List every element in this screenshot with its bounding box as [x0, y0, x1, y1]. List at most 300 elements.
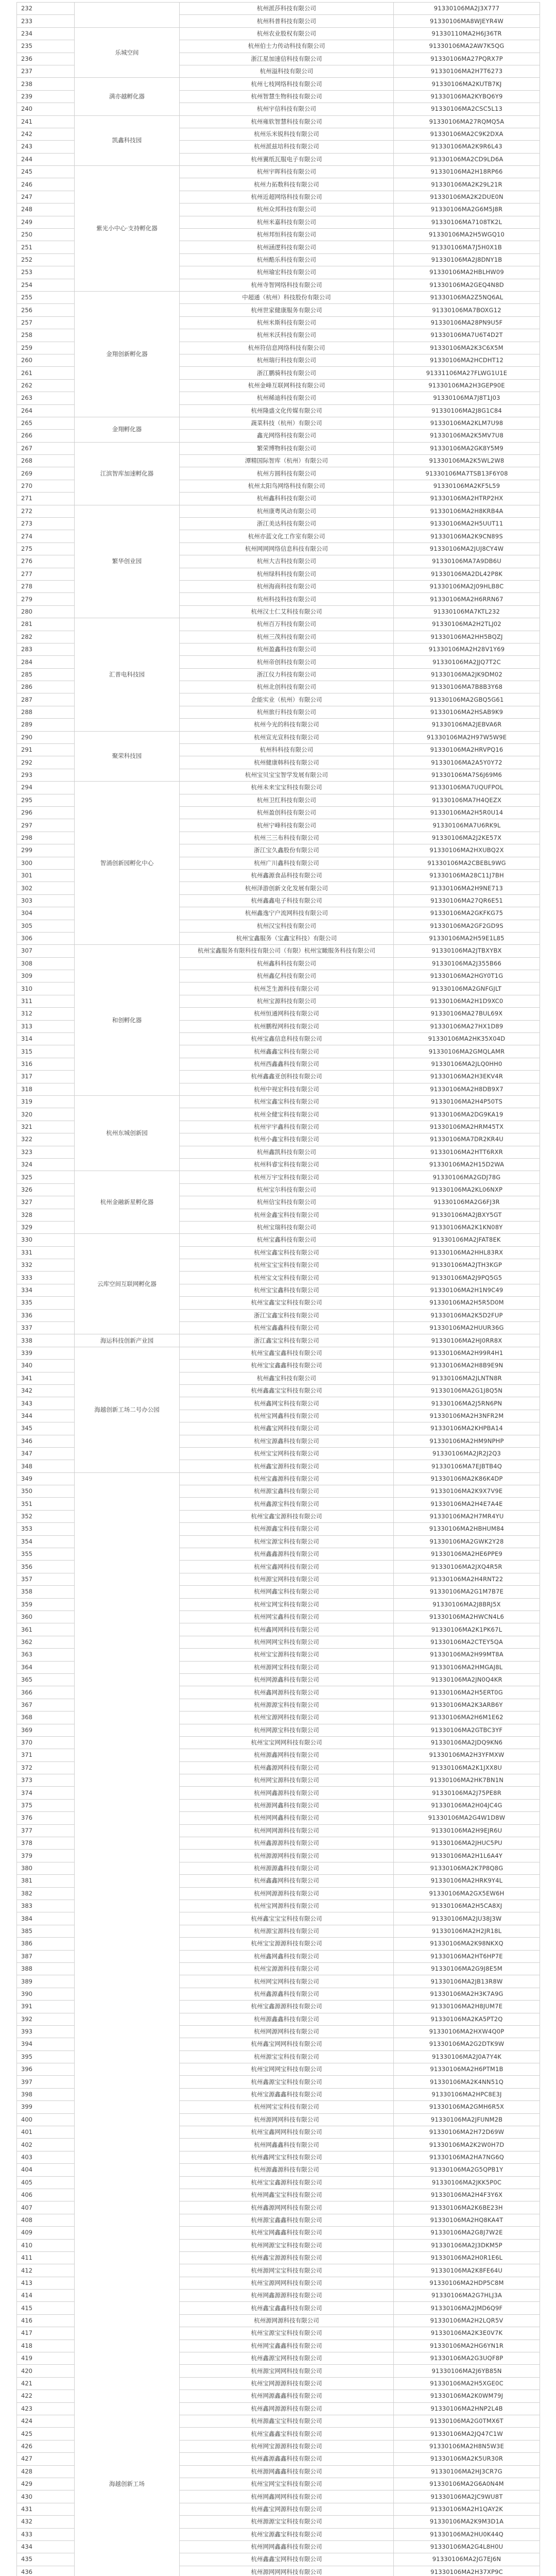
company-name-cell: 杭州宝鑫宝科技有限公司: [180, 1246, 394, 1259]
company-name-cell: 杭州近超网络科技有限公司: [180, 191, 394, 203]
row-number: 376: [17, 1812, 75, 1824]
credit-code-cell: 91330106MA2KYBQ6Y9: [394, 90, 540, 103]
credit-code-cell: 91330106MA2J8DNY1B: [394, 253, 540, 266]
company-name-cell: 杭州鑫凯科技有限公司: [180, 1146, 394, 1158]
credit-code-cell: 91330106MA2H6RRN67: [394, 593, 540, 605]
credit-code-cell: 91330106MA27HX1D89: [394, 1020, 540, 1032]
credit-code-cell: 91330106MA2H8DB9X7: [394, 1083, 540, 1095]
row-number: 246: [17, 178, 75, 191]
company-name-cell: 潭精国际智库（杭州）有限公司: [180, 455, 394, 467]
credit-code-cell: 91330106MA2A5Y0Y72: [394, 756, 540, 769]
incubator-park-cell: 满亦越孵化器: [75, 78, 180, 115]
company-name-cell: 杭州鑫宝宝宝科技有限公司: [180, 1912, 394, 1925]
credit-code-cell: 91330106MA2K4NN51Q: [394, 2076, 540, 2088]
credit-code-cell: 91330106MA2JG7EJ6N: [394, 2553, 540, 2566]
row-number: 235: [17, 40, 75, 53]
table-row: [17, 78, 540, 90]
row-number: 263: [17, 392, 75, 404]
credit-code-cell: 91330106MA2K1KN08Y: [394, 1221, 540, 1233]
row-number: 366: [17, 1686, 75, 1699]
row-number: 340: [17, 1360, 75, 1372]
company-name-cell: 杭州宝鑫服务有限科技有限公司（有限）杭州宝瞰服务科技有限公司: [180, 945, 394, 957]
company-name-cell: 杭州鑫网鑫科技有限公司: [180, 1950, 394, 1962]
incubator-park-cell: 汇普电科技园: [75, 618, 180, 732]
credit-code-cell: 91330106MA2JTBXYBX: [394, 945, 540, 957]
incubator-park-cell: 金翔创新孵化器: [75, 291, 180, 417]
row-number: 386: [17, 1938, 75, 1950]
credit-code-cell: 91330106MA2G6FJ3R: [394, 1196, 540, 1209]
credit-code-cell: 91330106MA2KA5PT2Q: [394, 2013, 540, 2025]
row-number: 406: [17, 2189, 75, 2201]
credit-code-cell: 91330106MA2J3X777: [394, 3, 540, 15]
row-number: 240: [17, 103, 75, 115]
credit-code-cell: 91330106MA2JLQ0HH0: [394, 1058, 540, 1070]
table-row: [17, 27, 540, 40]
row-number: 272: [17, 505, 75, 517]
incubator-park-cell: 繁华创业园: [75, 505, 180, 618]
table-row: [17, 1334, 540, 1347]
company-name-cell: 杭州源宝鑫鑫科技有限公司: [180, 2214, 394, 2226]
row-number: 308: [17, 957, 75, 970]
row-number: 392: [17, 2013, 75, 2025]
row-number: 259: [17, 342, 75, 354]
row-number: 252: [17, 253, 75, 266]
table-row: [17, 115, 540, 128]
table-row: [17, 1171, 540, 1183]
company-name-cell: 杭州源源宝科技有限公司: [180, 1699, 394, 1711]
row-number: 286: [17, 681, 75, 693]
company-name-cell: 杭州宝网宝宝科技有限公司: [180, 2478, 394, 2490]
company-name-cell: 浙江宝鑫宝科技有限公司: [180, 1309, 394, 1321]
row-number: 285: [17, 668, 75, 681]
company-name-cell: 杭州网鑫源源科技有限公司: [180, 2290, 394, 2302]
row-number: 360: [17, 1611, 75, 1623]
company-name-cell: 杭州网宝鑫鑫科技有限公司: [180, 2340, 394, 2352]
row-number: 248: [17, 204, 75, 216]
credit-code-cell: 91330106MA7KTL232: [394, 605, 540, 618]
company-name-cell: 杭州源鑫网科技有限公司: [180, 1749, 394, 1761]
row-number: 403: [17, 2151, 75, 2163]
row-number: 275: [17, 543, 75, 555]
company-name-cell: 杭州力拓数科技有限公司: [180, 178, 394, 191]
company-name-cell: 杭州鑫鑫电子科技有限公司: [180, 894, 394, 907]
company-name-cell: 浙江鹏骑科技有限公司: [180, 367, 394, 379]
credit-code-cell: 91330106MA2HRVPQ16: [394, 744, 540, 756]
row-number: 399: [17, 2101, 75, 2113]
company-name-cell: 杭州宝宝网网科技有限公司: [180, 1736, 394, 1749]
row-number: 430: [17, 2490, 75, 2503]
row-number: 370: [17, 1736, 75, 1749]
company-name-cell: 杭州今光的科技有限公司: [180, 719, 394, 731]
enterprise-registry-table: [16, 2, 540, 2576]
credit-code-cell: 91330106MA2GWK2Y28: [394, 1535, 540, 1548]
company-name-cell: 杭州鑫源网科技有限公司: [180, 1761, 394, 1774]
row-number: 343: [17, 1397, 75, 1410]
row-number: 408: [17, 2214, 75, 2226]
row-number: 393: [17, 2025, 75, 2038]
company-name-cell: 杭州源网源科技有限公司: [180, 2314, 394, 2327]
company-name-cell: 杭州网宝源源科技有限公司: [180, 2440, 394, 2452]
row-number: 431: [17, 2503, 75, 2515]
row-number: 413: [17, 2277, 75, 2289]
row-number: 397: [17, 2076, 75, 2088]
row-number: 260: [17, 354, 75, 366]
row-number: 329: [17, 1221, 75, 1233]
company-name-cell: 杭州网网网络信息科技有限公司: [180, 543, 394, 555]
company-name-cell: 杭州源宝网网科技有限公司: [180, 2365, 394, 2377]
company-name-cell: 杭州邦恒科技有限公司: [180, 229, 394, 241]
credit-code-cell: 91330106MA2J5RN6PN: [394, 1397, 540, 1410]
credit-code-cell: 91330106MA2H4RNT22: [394, 1573, 540, 1585]
row-number: 342: [17, 1384, 75, 1397]
incubator-park-cell: 智涌创新园孵化中心: [75, 782, 180, 945]
incubator-park-cell: 聚荣科技园: [75, 731, 180, 782]
table-row: [17, 945, 540, 957]
company-name-cell: 杭州宝源宝科技有限公司: [180, 1535, 394, 1548]
company-name-cell: 杭州科睿宝科技有限公司: [180, 1158, 394, 1171]
row-number: 409: [17, 2227, 75, 2239]
credit-code-cell: 91330106MA2K86K4DP: [394, 1472, 540, 1485]
credit-code-cell: 91330106MA2JLNTN8R: [394, 1372, 540, 1384]
row-number: 253: [17, 266, 75, 279]
credit-code-cell: 91330106MA2J8G1C84: [394, 404, 540, 417]
credit-code-cell: 91330106MA2K1PK67L: [394, 1623, 540, 1636]
company-name-cell: 杭州鑫网宝科技有限公司: [180, 1397, 394, 1410]
row-number: 276: [17, 555, 75, 568]
company-name-cell: 杭州帝创科技有限公司: [180, 656, 394, 668]
credit-code-cell: 91330106MA2K0WM79J: [394, 2390, 540, 2402]
company-name-cell: 杭州源网网网科技有限公司: [180, 2566, 394, 2576]
row-number: 300: [17, 857, 75, 869]
credit-code-cell: 91330106MA2GNFGJLT: [394, 982, 540, 995]
credit-code-cell: 91330106MA2GMQLAMR: [394, 1045, 540, 1058]
company-name-cell: 杭州三茂科技有限公司: [180, 631, 394, 643]
company-name-cell: 杭州源宝宝科技有限公司: [180, 2050, 394, 2063]
row-number: 388: [17, 1962, 75, 1975]
company-name-cell: 杭州北创科技有限公司: [180, 681, 394, 693]
credit-code-cell: 91330106MA2HHL83RX: [394, 1246, 540, 1259]
credit-code-cell: 91330106MA2H1N9C49: [394, 1284, 540, 1296]
credit-code-cell: 91330106MA2K5WL2W8: [394, 455, 540, 467]
company-name-cell: 杭州未来宝宝科技有限公司: [180, 782, 394, 794]
credit-code-cell: 91330106MA7EJBTB4Q: [394, 1460, 540, 1472]
credit-code-cell: 91330106MA2HA7NG6Q: [394, 2151, 540, 2163]
row-number: 297: [17, 819, 75, 832]
company-name-cell: 杭州鑫鑫宝网科技有限公司: [180, 2553, 394, 2566]
company-name-cell: 杭州全健宝科技有限公司: [180, 1108, 394, 1121]
row-number: 389: [17, 1975, 75, 1988]
company-name-cell: 杭州绿科科技有限公司: [180, 568, 394, 580]
company-name-cell: 杭州派莎科技有限公司: [180, 3, 394, 15]
company-name-cell: 杭州众邦科技有限公司: [180, 204, 394, 216]
row-number: 261: [17, 367, 75, 379]
credit-code-cell: 91330106MA2H15D2WA: [394, 1158, 540, 1171]
company-name-cell: 杭州翼纸瓦服电子有限公司: [180, 153, 394, 165]
company-name-cell: 杭州网源宝科技有限公司: [180, 1724, 394, 1736]
credit-code-cell: 91330106MA2K98NKXQ: [394, 1938, 540, 1950]
row-number: 364: [17, 1661, 75, 1673]
company-name-cell: 杭州网鑫源科技有限公司: [180, 1787, 394, 1799]
credit-code-cell: 91330106MA2H7MR4YU: [394, 1510, 540, 1522]
company-name-cell: 杭州鑫网宝宝科技有限公司: [180, 2151, 394, 2163]
credit-code-cell: 91330106MA2KHPBA14: [394, 1422, 540, 1435]
credit-code-cell: 91330106MA2H8N5W3E: [394, 2440, 540, 2452]
row-number: 321: [17, 1121, 75, 1133]
company-name-cell: 杭州宇信科技有限公司: [180, 103, 394, 115]
company-name-cell: 杭州宝宝网科技有限公司: [180, 1447, 394, 1460]
row-number: 433: [17, 2528, 75, 2540]
company-name-cell: 杭州宝鑫服务（宝鑫宝科技）有限公司: [180, 932, 394, 944]
credit-code-cell: 91330106MA2HNP2L4B: [394, 2402, 540, 2415]
row-number: 290: [17, 731, 75, 743]
credit-code-cell: 91330106MA2H28V1Y69: [394, 643, 540, 655]
credit-code-cell: 91330106MA2HGY0T1G: [394, 970, 540, 982]
company-name-cell: 杭州宝鑫科技有限公司: [180, 1234, 394, 1246]
row-number: 283: [17, 643, 75, 655]
credit-code-cell: 91330106MA2CBEBL9WG: [394, 857, 540, 869]
credit-code-cell: 91330106MA28PN9U5F: [394, 316, 540, 329]
credit-code-cell: 91330106MA2K3E0V7K: [394, 2327, 540, 2340]
company-name-cell: 杭州宣光宣科技有限公司: [180, 731, 394, 743]
company-name-cell: 杭州米沃科技有限公司: [180, 329, 394, 342]
company-name-cell: 杭州宝宝源源科技有限公司: [180, 1938, 394, 1950]
company-name-cell: 杭州源网鑫科技有限公司: [180, 1799, 394, 1811]
credit-code-cell: 91330106MA2H4E7A4E: [394, 1498, 540, 1510]
credit-code-cell: 91330106MA2JBXY5GT: [394, 1209, 540, 1221]
row-number: 331: [17, 1246, 75, 1259]
incubator-park-cell: 海越创新工场二号办公园: [75, 1347, 180, 1472]
credit-code-cell: 91330106MA2H3K7A9G: [394, 1988, 540, 2000]
company-name-cell: 杭州鑫鑫宝科技有限公司: [180, 1045, 394, 1058]
row-number: 298: [17, 832, 75, 844]
credit-code-cell: 91331106MA27FLWG1U1E: [394, 367, 540, 379]
company-name-cell: 杭州瑞行科技有限公司: [180, 354, 394, 366]
company-name-cell: 杭州宝鑫宝鑫科技有限公司: [180, 1347, 394, 1359]
row-number: 303: [17, 894, 75, 907]
row-number: 371: [17, 1749, 75, 1761]
company-name-cell: 杭州鑫源鑫科技有限公司: [180, 1988, 394, 2000]
row-number: 287: [17, 693, 75, 706]
row-number: 369: [17, 1724, 75, 1736]
company-name-cell: 杭州鑫宝科技有限公司: [180, 1372, 394, 1384]
company-name-cell: 杭州宝贝宝宝智学发展有限公司: [180, 769, 394, 781]
row-number: 419: [17, 2352, 75, 2365]
credit-code-cell: 91330110MA2H6J36TR: [394, 27, 540, 40]
row-number: 264: [17, 404, 75, 417]
row-number: 330: [17, 1234, 75, 1246]
company-name-cell: 企能实业（杭州）有限公司: [180, 693, 394, 706]
row-number: 402: [17, 2139, 75, 2151]
company-name-cell: 杭州健康韩科技有限公司: [180, 756, 394, 769]
row-number: 309: [17, 970, 75, 982]
incubator-park-cell: 江滨智库加速孵化器: [75, 442, 180, 505]
row-number: 432: [17, 2516, 75, 2528]
row-number: 416: [17, 2314, 75, 2327]
company-name-cell: 杭州宝源鑫科技有限公司: [180, 1435, 394, 1447]
company-name-cell: 杭州方圆科技有限公司: [180, 467, 394, 480]
row-number: 426: [17, 2440, 75, 2452]
credit-code-cell: 91330106MA7U6T4D2T: [394, 329, 540, 342]
row-number: 350: [17, 1485, 75, 1498]
company-name-cell: 杭州宝鑫宝源科技有限公司: [180, 1510, 394, 1522]
company-name-cell: 杭州网源鑫科技有限公司: [180, 1673, 394, 1686]
row-number: 347: [17, 1447, 75, 1460]
company-name-cell: 杭州网网鑫鑫科技有限公司: [180, 2540, 394, 2553]
credit-code-cell: 91330106MA2JDQ9KN6: [394, 1736, 540, 1749]
credit-code-cell: 91330106MA2K6BE23H: [394, 2201, 540, 2214]
row-number: 307: [17, 945, 75, 957]
row-number: 318: [17, 1083, 75, 1095]
company-name-cell: 杭州宝宝鑫源科技有限公司: [180, 2176, 394, 2189]
row-number: 401: [17, 2126, 75, 2139]
credit-code-cell: 91330106MA2GKFKG75: [394, 907, 540, 920]
row-number: 314: [17, 1033, 75, 1045]
credit-code-cell: 91330106MA2HQ8KA4T: [394, 2214, 540, 2226]
company-name-cell: 杭州宇晖科技有限公司: [180, 166, 394, 178]
row-number: 242: [17, 128, 75, 140]
credit-code-cell: 91330106MA28C11J7BH: [394, 869, 540, 882]
company-name-cell: 杭州鑫源宝科技有限公司: [180, 1498, 394, 1510]
company-name-cell: 杭州鑫源源科技有限公司: [180, 1837, 394, 1850]
row-number: 404: [17, 2164, 75, 2176]
company-name-cell: 杭州源源宝宝科技有限公司: [180, 2516, 394, 2528]
credit-code-cell: 91330106MA2GF2GD9S: [394, 920, 540, 932]
company-name-cell: 杭州网网宝科技有限公司: [180, 1636, 394, 1648]
company-name-cell: 杭州网网源科技有限公司: [180, 1824, 394, 1837]
credit-code-cell: 91330106MA2H59E1L85: [394, 932, 540, 944]
company-name-cell: 杭州符信息网络科技有限公司: [180, 342, 394, 354]
credit-code-cell: 91330106MA2HCDHT12: [394, 354, 540, 366]
row-number: 292: [17, 756, 75, 769]
company-name-cell: 杭州源宝网科技有限公司: [180, 1573, 394, 1585]
row-number: 306: [17, 932, 75, 944]
credit-code-cell: 91330106MA2Z5NQ6AL: [394, 291, 540, 303]
credit-code-cell: 91330106MA7DR2KR4U: [394, 1133, 540, 1146]
incubator-park-cell: 海越创新工场: [75, 1472, 180, 2576]
credit-code-cell: 91330106MA2H8JUM7E: [394, 2001, 540, 2013]
company-name-cell: 杭州康粤风动有限公司: [180, 505, 394, 517]
credit-code-cell: 91330106MA2G3UQF8P: [394, 2352, 540, 2365]
row-number: 407: [17, 2201, 75, 2214]
row-number: 352: [17, 1510, 75, 1522]
row-number: 249: [17, 216, 75, 228]
row-number: 346: [17, 1435, 75, 1447]
credit-code-cell: 91330106MA2HPC8E3J: [394, 2088, 540, 2100]
company-name-cell: 杭州网宝网科技有限公司: [180, 1975, 394, 1988]
row-number: 305: [17, 920, 75, 932]
credit-code-cell: 91330106MA2DG9KA19: [394, 1108, 540, 1121]
company-name-cell: 杭州源网宝宝科技有限公司: [180, 2264, 394, 2277]
credit-code-cell: 91330106MA2GEQ4N8D: [394, 279, 540, 291]
credit-code-cell: 91330106MA2HJ0RR8X: [394, 1334, 540, 1347]
credit-code-cell: 91330106MA2H8KRB4A: [394, 505, 540, 517]
row-number: 427: [17, 2453, 75, 2465]
company-name-cell: 杭州鑫鑫源科技有限公司: [180, 1548, 394, 1561]
incubator-park-cell: 凯鑫科技园: [75, 115, 180, 166]
credit-code-cell: 91330106MA2GMH6R5X: [394, 2101, 540, 2113]
company-name-cell: 杭州宝源宝宝科技有限公司: [180, 2327, 394, 2340]
credit-code-cell: 91330106MA2H5UUT11: [394, 518, 540, 530]
row-number: 384: [17, 1912, 75, 1925]
credit-code-cell: 91330106MA2JR2J2Q3: [394, 1447, 540, 1460]
row-number: 294: [17, 782, 75, 794]
company-name-cell: 中超通（杭州）科技股份有限公司: [180, 291, 394, 303]
company-name-cell: 杭州宝源科技有限公司: [180, 995, 394, 1007]
row-number: 273: [17, 518, 75, 530]
row-number: 236: [17, 53, 75, 65]
table-row: [17, 505, 540, 517]
row-number: 341: [17, 1372, 75, 1384]
row-number: 251: [17, 241, 75, 253]
company-name-cell: 杭州万宇宝科技有限公司: [180, 1171, 394, 1183]
row-number: 325: [17, 1171, 75, 1183]
row-number: 299: [17, 844, 75, 857]
company-name-cell: 杭州智慧生物科技有限公司: [180, 90, 394, 103]
row-number: 243: [17, 141, 75, 153]
company-name-cell: 繁荣博物科技有限公司: [180, 442, 394, 454]
row-number: 280: [17, 605, 75, 618]
credit-code-cell: 91330106MA2H3EKV4R: [394, 1071, 540, 1083]
company-name-cell: 杭州网源网科技有限公司: [180, 2025, 394, 2038]
company-name-cell: 杭州鑫宝源源科技有限公司: [180, 2251, 394, 2264]
row-number: 262: [17, 379, 75, 392]
row-number: 434: [17, 2540, 75, 2553]
incubator-park-cell: 乐城空间: [75, 27, 180, 78]
company-name-cell: 杭州宝鑫源源科技有限公司: [180, 2001, 394, 2013]
row-number: 333: [17, 1272, 75, 1284]
company-name-cell: 杭州宝网源科技有限公司: [180, 1900, 394, 1912]
credit-code-cell: 91330106MA27RQMQ5A: [394, 115, 540, 128]
company-name-cell: 杭州网源宝宝科技有限公司: [180, 2239, 394, 2251]
row-number: 234: [17, 27, 75, 40]
row-number: 382: [17, 1887, 75, 1900]
credit-code-cell: 91330106MA2G9J8E5M: [394, 1962, 540, 1975]
company-name-cell: 杭州乐米锐科技有限公司: [180, 128, 394, 140]
credit-code-cell: 91330106MA2JFAT8EK: [394, 1234, 540, 1246]
row-number: 334: [17, 1284, 75, 1296]
company-name-cell: 杭州鑫源宝宝科技有限公司: [180, 2076, 394, 2088]
row-number: 244: [17, 153, 75, 165]
credit-code-cell: 91330106MA2HRM45TX: [394, 1121, 540, 1133]
company-name-cell: 杭州宝鑫源科技有限公司: [180, 1472, 394, 1485]
table-row: [17, 417, 540, 429]
company-name-cell: 杭州宝文宝科技有限公司: [180, 1272, 394, 1284]
credit-code-cell: 91330106MA2H99MT8A: [394, 1649, 540, 1661]
credit-code-cell: 91330106MA7TSB13F6Y08: [394, 467, 540, 480]
credit-code-cell: 91330106MA2G5QPB1Y: [394, 2164, 540, 2176]
company-name-cell: 杭州宝源网科技有限公司: [180, 1711, 394, 1724]
credit-code-cell: 91330106MA2JMD6Q9F: [394, 2302, 540, 2314]
company-name-cell: 杭州涵逻科技有限公司: [180, 241, 394, 253]
credit-code-cell: 91330106MA2J09HLB8C: [394, 580, 540, 592]
credit-code-cell: 91330106MA2HJ3CR7G: [394, 2465, 540, 2478]
company-name-cell: 杭州恒通网科技有限公司: [180, 1008, 394, 1020]
company-name-cell: 杭州中视宏科技有限公司: [180, 1083, 394, 1095]
credit-code-cell: 91330106MA2HT6HP7E: [394, 1950, 540, 1962]
row-number: 254: [17, 279, 75, 291]
credit-code-cell: 91330106MA2H72D69W: [394, 2126, 540, 2139]
company-name-cell: 杭州网鑫鑫科技有限公司: [180, 2139, 394, 2151]
row-number: 410: [17, 2239, 75, 2251]
credit-code-cell: 91330106MA2K9CN89S: [394, 530, 540, 543]
company-name-cell: 杭州信宝科技有限公司: [180, 1196, 394, 1209]
incubator-park-cell: 和创孵化器: [75, 945, 180, 1096]
row-number: 361: [17, 1623, 75, 1636]
credit-code-cell: 91330106MA2K2W0H7D: [394, 2139, 540, 2151]
company-name-cell: 杭州网宝源科技有限公司: [180, 1774, 394, 1787]
table-row: [17, 3, 540, 15]
credit-code-cell: 91330106MA2H5WGQ10: [394, 229, 540, 241]
